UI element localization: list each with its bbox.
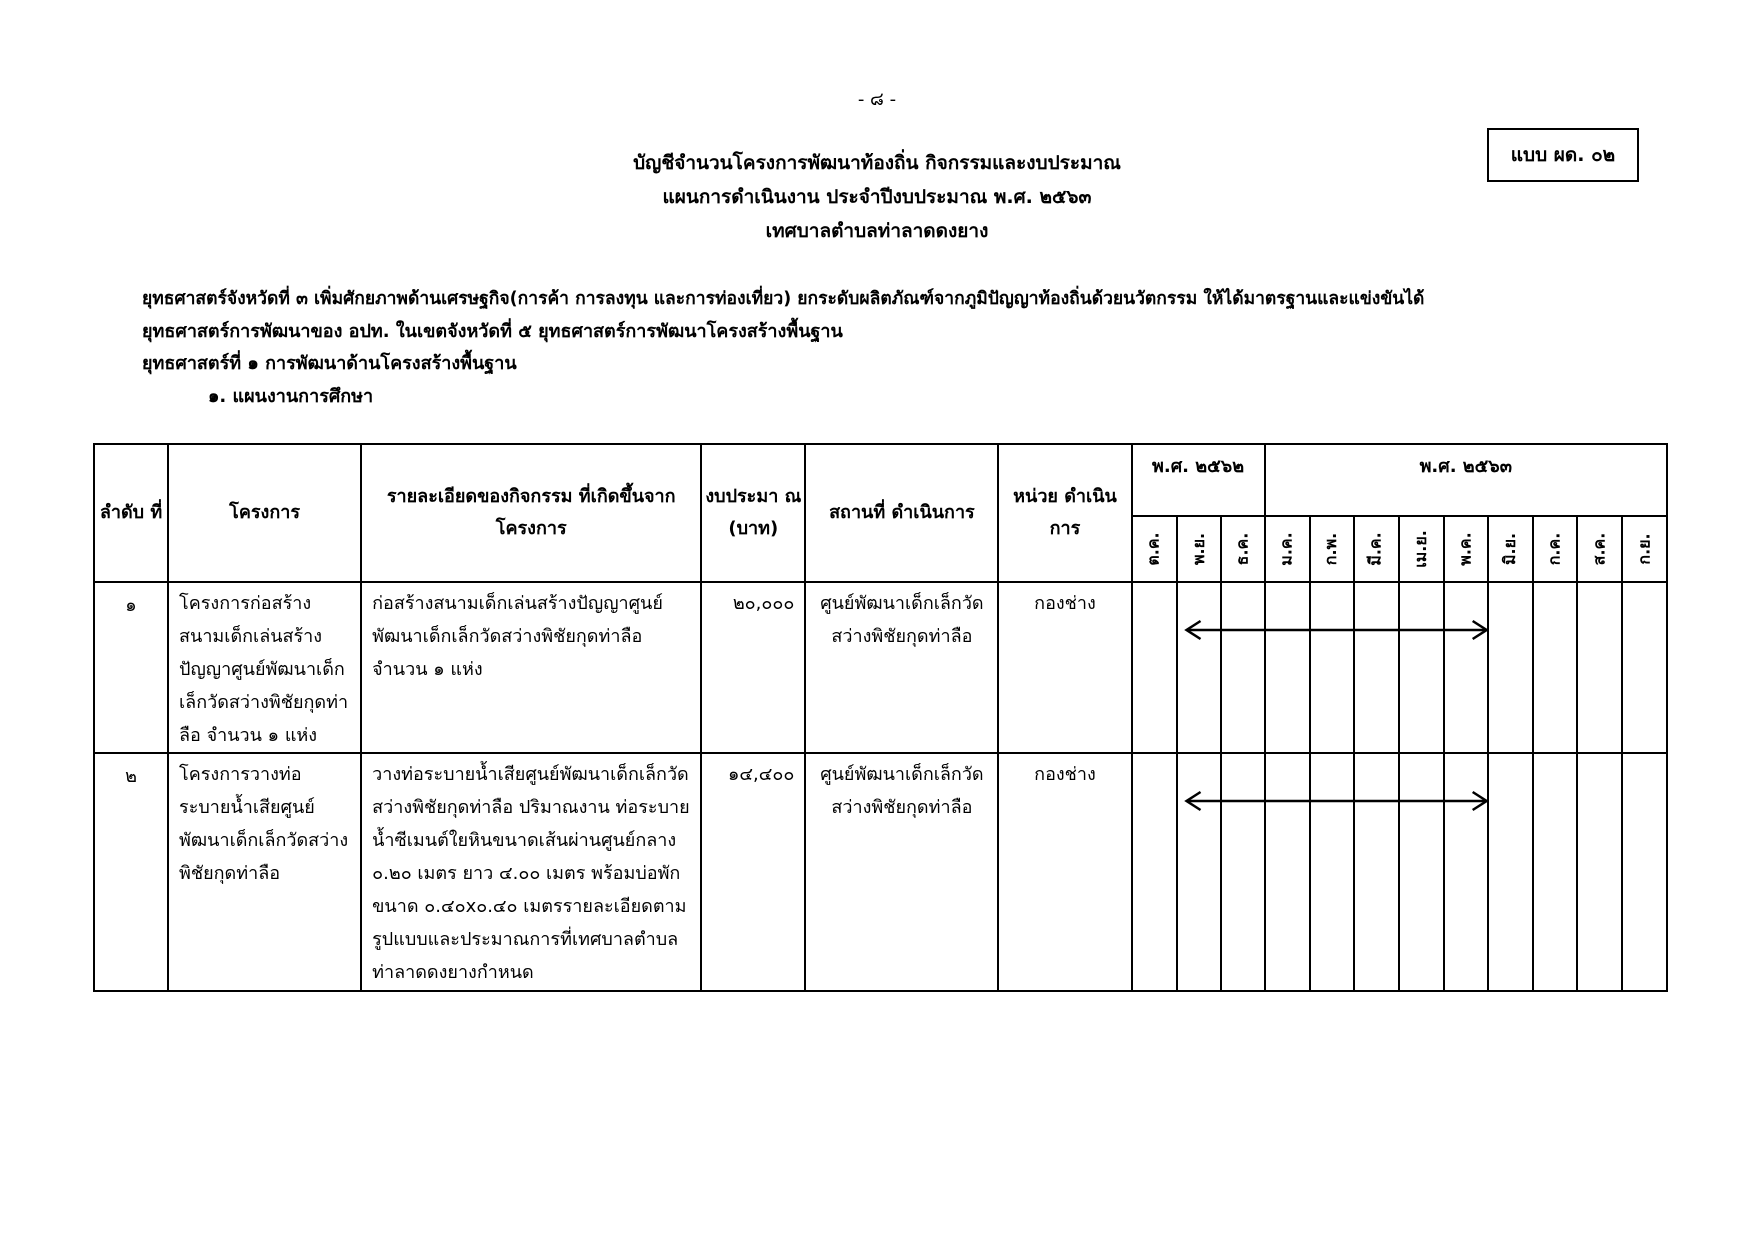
month-header xyxy=(1265,516,1310,582)
plan-heading: ๑. แผนงานการศึกษา xyxy=(208,386,374,407)
header-agency: หน่วย ดำเนินการ xyxy=(998,444,1131,582)
month-header xyxy=(1444,516,1488,582)
month-label: ก.พ. xyxy=(1321,532,1341,566)
month-cell xyxy=(1221,582,1265,753)
row-details: ก่อสร้างสนามเด็กเล่นสร้างปัญญาศูนย์พัฒนาเด็กเล็กวัดสว่างพิชัยกุดท่าลือ จำนวน ๑ แห่ง xyxy=(361,582,701,753)
month-label: ก.ค. xyxy=(1544,532,1564,566)
month-cell xyxy=(1488,753,1533,991)
month-cell xyxy=(1444,582,1488,753)
month-header xyxy=(1399,516,1444,582)
month-label: พ.ย. xyxy=(1188,532,1208,566)
month-label: เม.ย. xyxy=(1411,530,1431,568)
month-label: มิ.ย. xyxy=(1500,532,1520,566)
header-details: รายละเอียดของกิจกรรม ที่เกิดขึ้นจากโครงการ xyxy=(361,444,701,582)
title-line-3: เทศบาลตำบลท่าลาดดงยาง xyxy=(765,220,989,242)
table-row xyxy=(94,582,1667,753)
month-cell xyxy=(1622,582,1667,753)
month-header xyxy=(1310,516,1354,582)
month-header xyxy=(1488,516,1533,582)
month-cell xyxy=(1533,582,1577,753)
project-plan-table xyxy=(93,443,1668,992)
month-cell xyxy=(1577,753,1622,991)
row-order: ๑ xyxy=(94,582,168,753)
row-location: ศูนย์พัฒนาเด็กเล็กวัดสว่างพิชัยกุดท่าลือ xyxy=(805,753,998,991)
month-label: ม.ค. xyxy=(1277,532,1297,566)
month-cell xyxy=(1354,582,1399,753)
title-line-2: แผนการดำเนินงาน ประจำปีงบประมาณ พ.ศ. ๒๕๖๓ xyxy=(662,186,1092,208)
month-cell xyxy=(1444,753,1488,991)
header-year-2563: พ.ศ. ๒๕๖๓ xyxy=(1265,444,1667,516)
month-cell xyxy=(1533,753,1577,991)
header-location: สถานที่ ดำเนินการ xyxy=(805,444,998,582)
month-cell xyxy=(1488,582,1533,753)
month-cell xyxy=(1354,753,1399,991)
table-row xyxy=(94,753,1667,991)
row-agency: กองช่าง xyxy=(998,582,1131,753)
row-agency: กองช่าง xyxy=(998,753,1131,991)
row-project: โครงการวางท่อระบายน้ำเสียศูนย์พัฒนาเด็กเล็กวัดสว่างพิชัยกุดท่าลือ xyxy=(168,753,361,991)
month-header xyxy=(1354,516,1399,582)
row-budget: ๑๔,๔๐๐ xyxy=(701,753,805,991)
header-project: โครงการ xyxy=(168,444,361,582)
month-cell xyxy=(1622,753,1667,991)
row-project: โครงการก่อสร้างสนามเด็กเล่นสร้างปัญญาศูนย์พัฒนาเด็กเล็กวัดสว่างพิชัยกุดท่าลือ จำนวน ๑ แห่ง xyxy=(168,582,361,753)
month-label: ธ.ค. xyxy=(1232,532,1252,566)
month-label: ก.ย. xyxy=(1634,533,1654,565)
row-location: ศูนย์พัฒนาเด็กเล็กวัดสว่างพิชัยกุดท่าลือ xyxy=(805,582,998,753)
month-cell xyxy=(1177,753,1221,991)
month-cell xyxy=(1399,753,1444,991)
month-cell xyxy=(1221,753,1265,991)
month-header xyxy=(1622,516,1667,582)
month-cell xyxy=(1177,582,1221,753)
strategy-main: ยุทธศาสตร์ที่ ๑ การพัฒนาด้านโครงสร้างพื้นฐาน xyxy=(142,353,517,374)
title-line-1: บัญชีจำนวนโครงการพัฒนาท้องถิ่น กิจกรรมและงบประมาณ xyxy=(633,152,1121,174)
month-label: ต.ค. xyxy=(1144,532,1164,566)
row-details: วางท่อระบายน้ำเสียศูนย์พัฒนาเด็กเล็กวัดสว่างพิชัยกุดท่าลือ ปริมาณงาน ท่อระบายน้ำซีเมนต์ใยหินขนาดเส้นผ่านศูนย์กลาง ๐.๒๐ เมตร ยาว ๔.๐๐ เมตร พร้อมบ่อพักขนาด ๐.๔๐x๐.๔๐ เมตรรายละเอียดตามรูปแบบและประมาณการที่เทศบาลตำบลท่าลาดดงยางกำหนด xyxy=(361,753,701,991)
month-cell xyxy=(1399,582,1444,753)
month-header xyxy=(1577,516,1622,582)
month-cell xyxy=(1265,582,1310,753)
month-header xyxy=(1177,516,1221,582)
header-year-2562: พ.ศ. ๒๕๖๒ xyxy=(1132,444,1265,516)
month-label: มี.ค. xyxy=(1366,532,1386,566)
month-cell xyxy=(1265,753,1310,991)
month-cell xyxy=(1577,582,1622,753)
month-header xyxy=(1221,516,1265,582)
month-header xyxy=(1533,516,1577,582)
row-budget: ๒๐,๐๐๐ xyxy=(701,582,805,753)
month-header xyxy=(1132,516,1177,582)
month-cell xyxy=(1310,582,1354,753)
strategy-province: ยุทธศาสตร์จังหวัดที่ ๓ เพิ่มศักยภาพด้านเศรษฐกิจ(การค้า การลงทุน และการท่องเที่ยว) ยกระดับผลิตภัณฑ์จากภูมิปัญญาท้องถิ่นด้วยนวัตกรรม ให้ได้มาตรฐานและแข่งขันได้ xyxy=(142,289,1425,309)
month-label: พ.ค. xyxy=(1455,532,1475,566)
header-order: ลำดับ ที่ xyxy=(94,444,168,582)
form-code-box: แบบ ผด. ๐๒ xyxy=(1487,128,1639,182)
page-number: - ๘ - xyxy=(857,89,897,110)
header-budget: งบประมา ณ (บาท) xyxy=(701,444,805,582)
month-cell xyxy=(1132,753,1177,991)
strategy-local: ยุทธศาสตร์การพัฒนาของ อปท. ในเขตจังหวัดที่ ๕ ยุทธศาสตร์การพัฒนาโครงสร้างพื้นฐาน xyxy=(142,321,843,342)
month-cell xyxy=(1310,753,1354,991)
row-order: ๒ xyxy=(94,753,168,991)
month-label: ส.ค. xyxy=(1589,532,1609,566)
month-cell xyxy=(1132,582,1177,753)
